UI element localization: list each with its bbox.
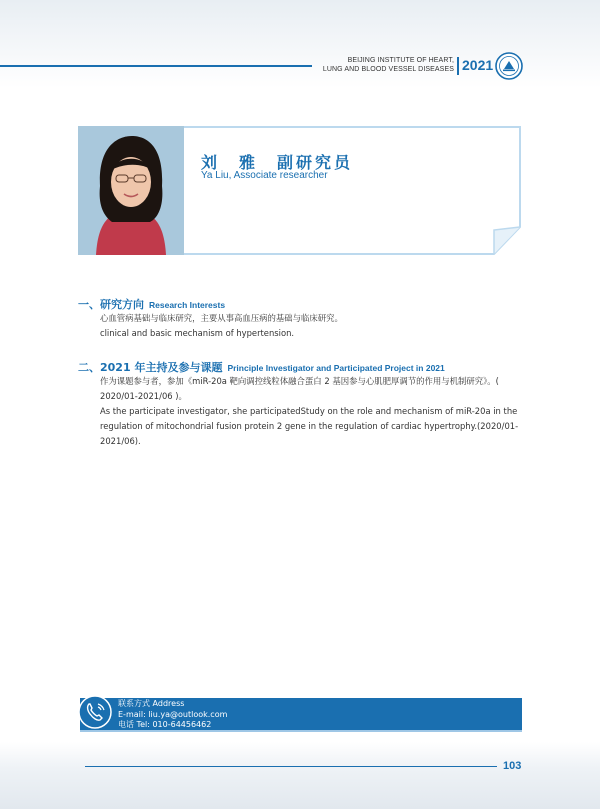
- section-title-en: Research Interests: [149, 300, 226, 310]
- profile-card: [78, 126, 521, 255]
- header-separator: [457, 57, 459, 75]
- section-title-en: Principle Investigator and Participated Project in 2021: [227, 363, 445, 373]
- header-year: 2021: [462, 57, 494, 73]
- page-number: 103: [503, 760, 522, 772]
- footer-background: [0, 742, 600, 809]
- section-title-projects: [78, 359, 445, 375]
- section-title-research-interests: [78, 296, 225, 312]
- contact-info: [118, 699, 227, 731]
- footer-rule: [85, 766, 497, 767]
- institute-seal-icon: [495, 52, 523, 80]
- paragraph: 心血管病基础与临床研究，主要从事高血压病的基础与临床研究。: [100, 313, 343, 323]
- portrait-photo: [78, 126, 184, 255]
- section-title-cn: 一、研究方向: [78, 298, 144, 311]
- contact-label: 联系方式 Address: [118, 699, 185, 708]
- name-english: Ya Liu, Associate researcher: [201, 170, 328, 181]
- paragraph: clinical and basic mechanism of hypertension.: [100, 328, 295, 338]
- institute-name-line1: BEIJING INSTITUTE OF HEART,: [347, 57, 454, 64]
- phone-icon: [78, 695, 112, 729]
- contact-email[interactable]: E-mail: liu.ya@outlook.com: [118, 709, 228, 719]
- institute-name-line2: LUNG AND BLOOD VESSEL DISEASES: [322, 66, 454, 73]
- research-interests-body: [100, 311, 528, 341]
- name-chinese: 刘 雅 副研究员: [201, 153, 354, 172]
- contact-phone: 电话 Tel: 010-64456462: [118, 720, 212, 729]
- projects-body: [100, 374, 528, 449]
- section-title-cn: 二、2021 年主持及参与课题: [78, 361, 223, 374]
- institute-name: [214, 56, 454, 74]
- paragraph: 作为课题参与者，参加《miR-20a 靶向调控线粒体融合蛋白 2 基因参与心肌肥厚调节的作用与机制研究》。( 2020/01-2021/06 )。: [100, 376, 499, 401]
- paragraph: As the participate investigator, she participatedStudy on the role and mechanism of miR-20a in the regulation of mitochondrial fusion protein 2 gene in the regulation of cardiac hypertrophy.(2020/01-2021/06).: [100, 406, 519, 446]
